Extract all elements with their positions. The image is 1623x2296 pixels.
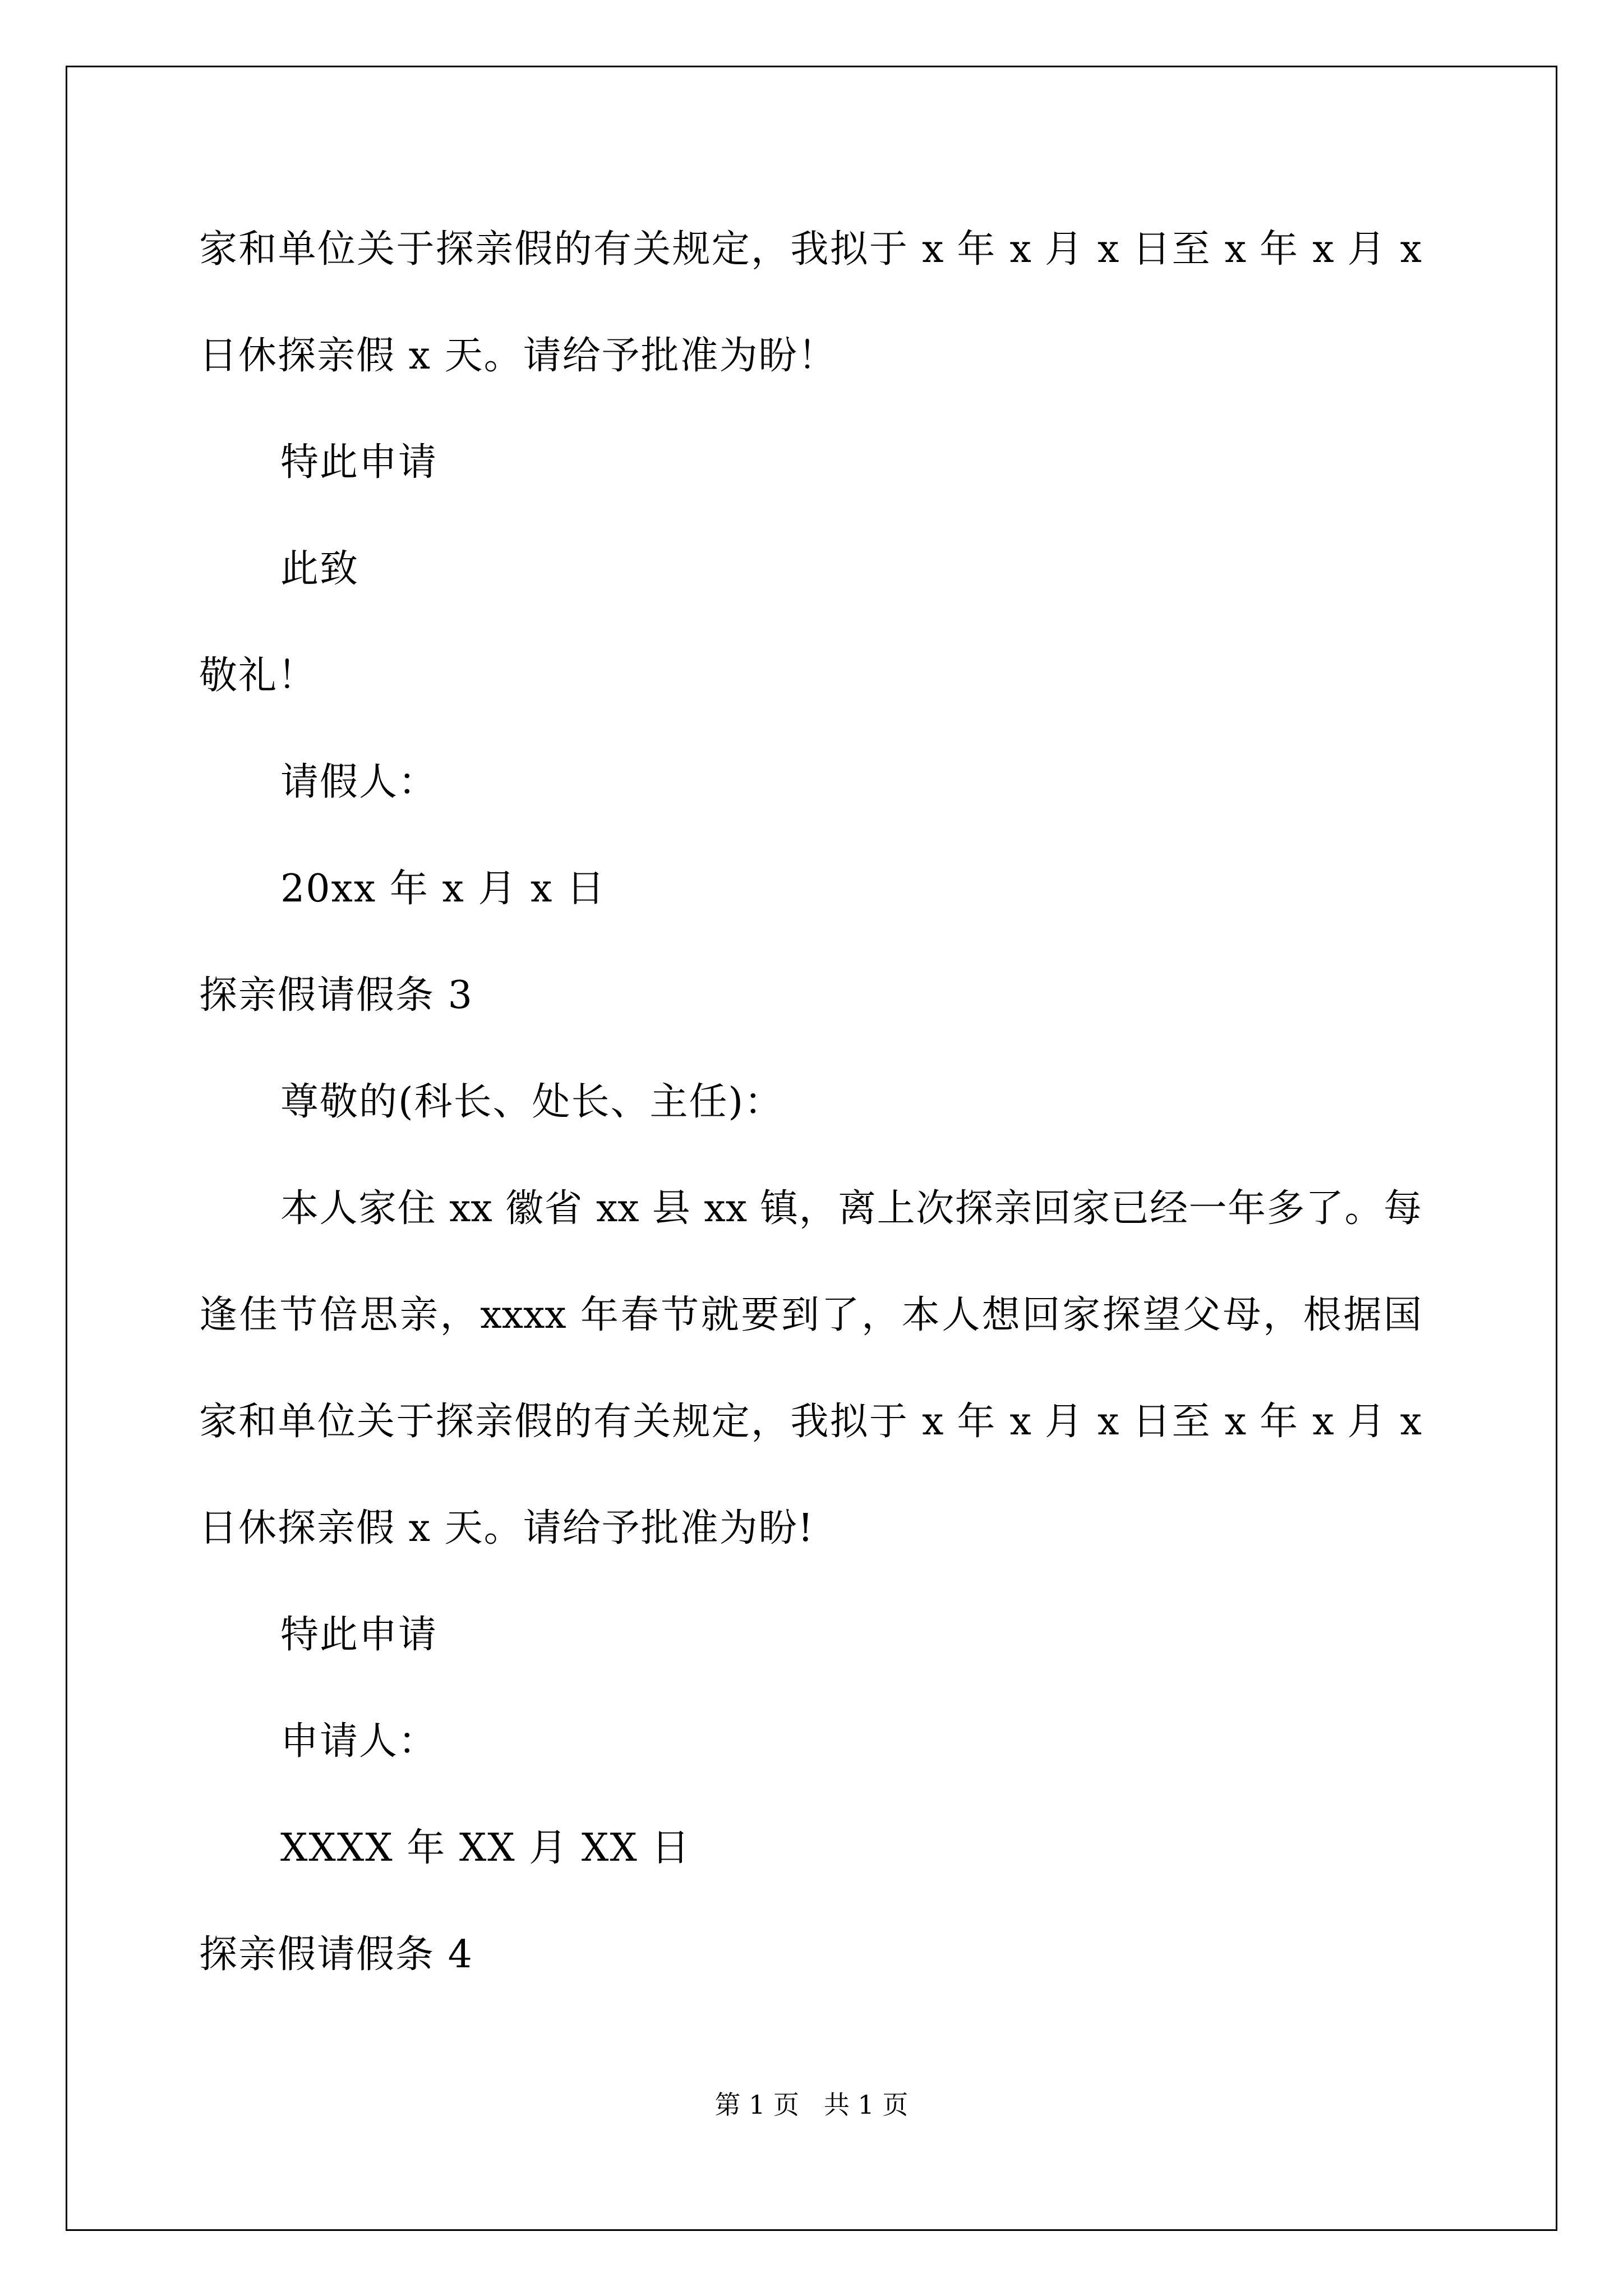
body-line: 逢佳节倍思亲，xxxx 年春节就要到了，本人想回家探望父母，根据国 bbox=[199, 1293, 1422, 1337]
salutation-line: 此致 bbox=[280, 547, 359, 591]
closing-phrase: 特此申请 bbox=[280, 1613, 438, 1657]
closing-phrase: 特此申请 bbox=[280, 440, 438, 485]
addressee-line: 尊敬的(科长、处长、主任)： bbox=[280, 1080, 784, 1124]
salutation-line: 敬礼！ bbox=[199, 654, 317, 698]
page-border bbox=[66, 66, 1557, 2231]
page-footer: 第 1 页 共 1 页 bbox=[714, 2090, 909, 2120]
body-line: 日休探亲假 x 天。请给予批准为盼! bbox=[199, 1506, 814, 1550]
date-line: 20xx 年 x 月 x 日 bbox=[280, 867, 606, 911]
body-line: 家和单位关于探亲假的有关规定，我拟于 x 年 x 月 x 日至 x 年 x 月 x bbox=[199, 1400, 1422, 1444]
signature-label: 请假人： bbox=[280, 760, 438, 804]
date-line: XXXX 年 XX 月 XX 日 bbox=[280, 1826, 691, 1870]
section-heading: 探亲假请假条 3 bbox=[199, 973, 473, 1018]
body-line: 本人家住 xx 徽省 xx 县 xx 镇，离上次探亲回家已经一年多了。每 bbox=[280, 1186, 1422, 1231]
signature-label: 申请人： bbox=[280, 1719, 438, 1764]
body-line: 家和单位关于探亲假的有关规定，我拟于 x 年 x 月 x 日至 x 年 x 月 x bbox=[199, 227, 1422, 272]
body-line: 日休探亲假 x 天。请给予批准为盼！ bbox=[199, 334, 837, 378]
section-heading: 探亲假请假条 4 bbox=[199, 1932, 473, 1977]
